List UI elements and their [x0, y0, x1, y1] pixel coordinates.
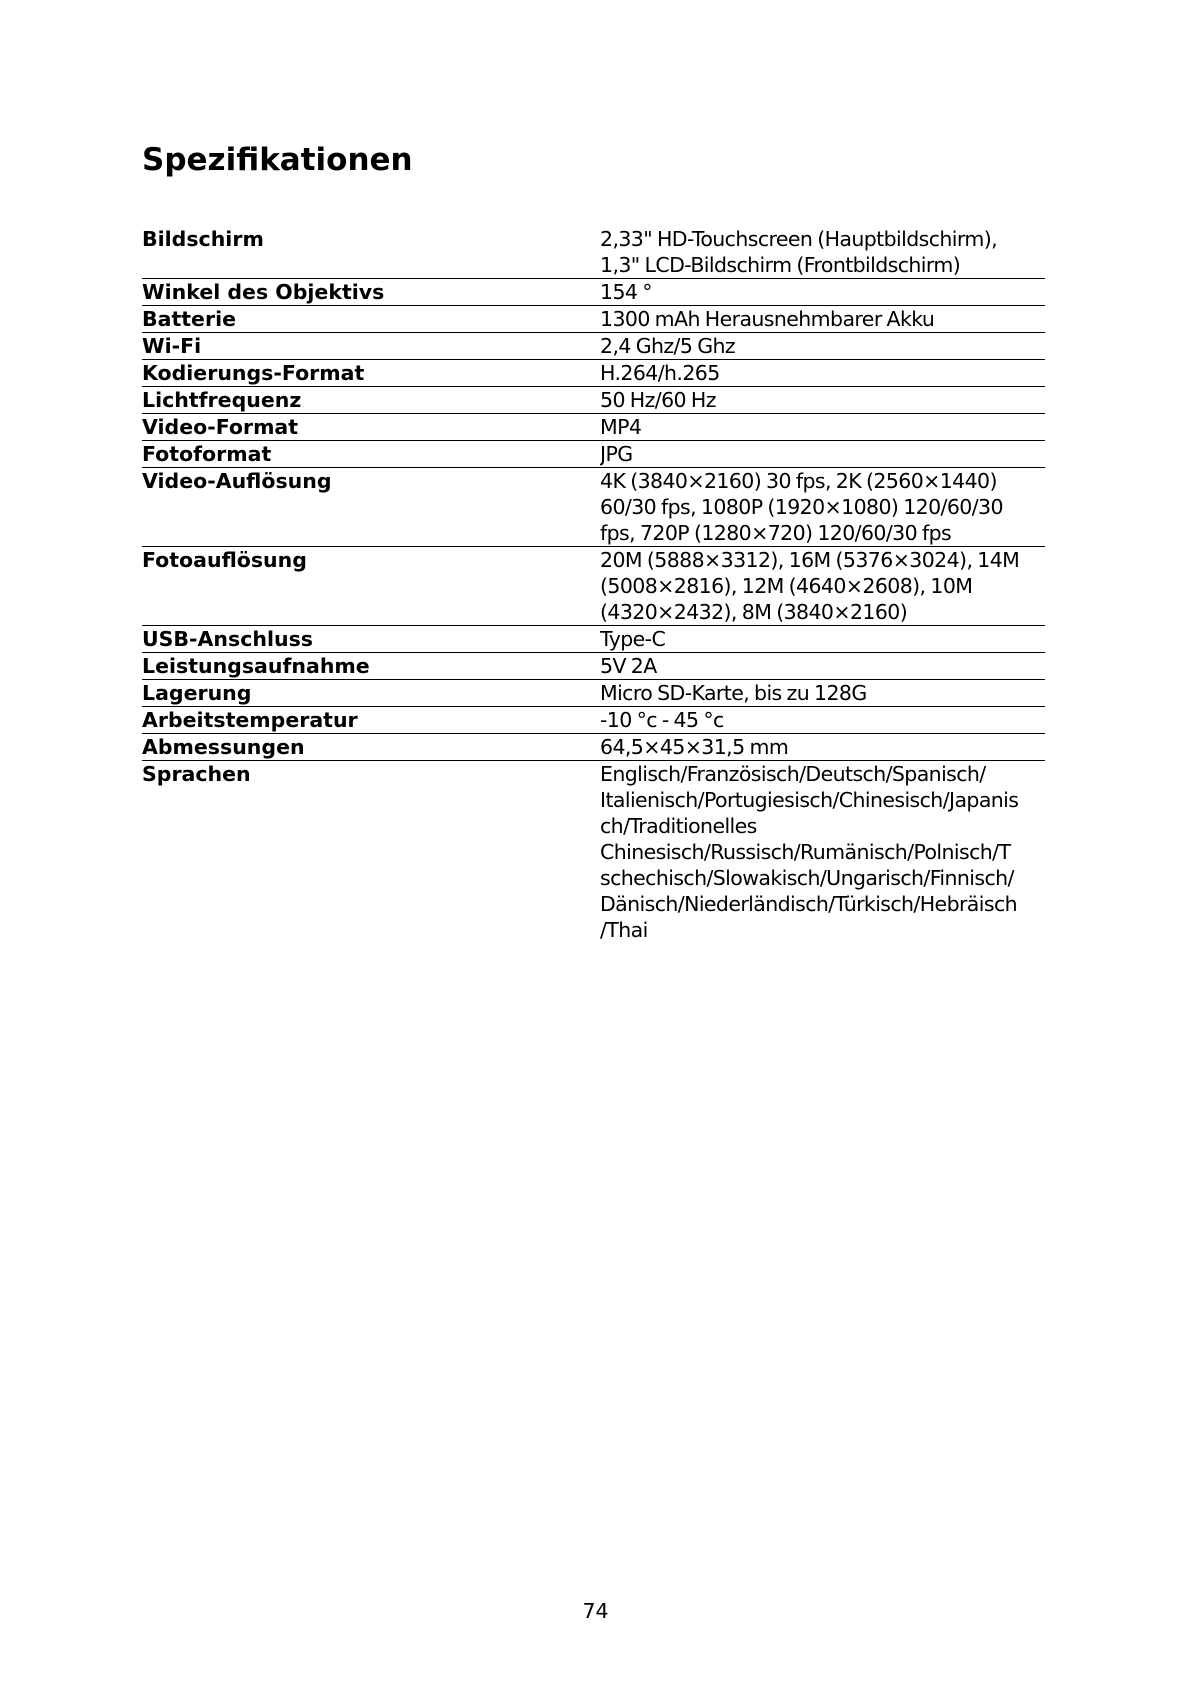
spec-value-line: (5008×2816), 12M (4640×2608), 10M: [600, 574, 973, 598]
spec-value-line: 2,4 Ghz/5 Ghz: [600, 334, 736, 358]
spec-value: [600, 306, 1045, 332]
spec-value: [600, 761, 1045, 943]
spec-row: [142, 761, 1045, 943]
spec-row: [142, 626, 1045, 653]
spec-value: [600, 333, 1045, 359]
spec-value: [600, 653, 1045, 679]
spec-value-line: MP4: [600, 415, 642, 439]
spec-row: [142, 333, 1045, 360]
spec-value-line: 2,33" HD-Touchscreen (Hauptbildschirm),: [600, 227, 998, 251]
spec-value-line: -10 °c - 45 °c: [600, 708, 724, 732]
spec-value-line: Chinesisch/Russisch/Rumänisch/Polnisch/T: [600, 840, 1011, 864]
spec-label: USB-Anschluss: [142, 627, 313, 651]
spec-label: Fotoauflösung: [142, 548, 307, 572]
spec-value: [600, 626, 1045, 652]
spec-row: [142, 707, 1045, 734]
spec-value: [600, 707, 1045, 733]
spec-value: [600, 360, 1045, 386]
spec-value: [600, 441, 1045, 467]
spec-value-line: /Thai: [600, 918, 648, 942]
spec-row: [142, 414, 1045, 441]
spec-value-line: JPG: [600, 442, 633, 466]
spec-label: Wi-Fi: [142, 334, 202, 358]
spec-label: Sprachen: [142, 762, 251, 786]
spec-value-line: Type-C: [600, 627, 666, 651]
spec-value: [600, 734, 1045, 760]
spec-row: [142, 547, 1045, 626]
spec-label: Lagerung: [142, 681, 252, 705]
spec-value-line: 20M (5888×3312), 16M (5376×3024), 14M: [600, 548, 1020, 572]
spec-value: [600, 414, 1045, 440]
spec-value-line: 1,3" LCD-Bildschirm (Frontbildschirm): [600, 253, 961, 277]
spec-value-line: 64,5×45×31,5 mm: [600, 735, 789, 759]
spec-row: [142, 226, 1045, 279]
spec-value-line: Englisch/Französisch/Deutsch/Spanisch/: [600, 762, 986, 786]
spec-row: [142, 279, 1045, 306]
spec-label: Batterie: [142, 307, 237, 331]
spec-value-line: Dänisch/Niederländisch/Türkisch/Hebräisch: [600, 892, 1018, 916]
spec-value-line: ch/Traditionelles: [600, 814, 757, 838]
spec-label: Bildschirm: [142, 227, 264, 251]
spec-row: [142, 734, 1045, 761]
spec-row: [142, 680, 1045, 707]
spec-row: [142, 387, 1045, 414]
spec-value: [600, 468, 1045, 546]
spec-value-line: H.264/h.265: [600, 361, 720, 385]
spec-row: [142, 360, 1045, 387]
spec-label: Leistungsaufnahme: [142, 654, 370, 678]
spec-value: [600, 387, 1045, 413]
spec-value-line: schechisch/Slowakisch/Ungarisch/Finnisch/: [600, 866, 1014, 890]
spec-value-line: Italienisch/Portugiesisch/Chinesisch/Japanis: [600, 788, 1019, 812]
spec-label: Winkel des Objektivs: [142, 280, 385, 304]
spec-value-line: 50 Hz/60 Hz: [600, 388, 716, 412]
spec-label: Fotoformat: [142, 442, 272, 466]
spec-value-line: 60/30 fps, 1080P (1920×1080) 120/60/30: [600, 495, 1003, 519]
spec-value-line: 1300 mAh Herausnehmbarer Akku: [600, 307, 935, 331]
spec-label: Arbeitstemperatur: [142, 708, 358, 732]
spec-value: [600, 680, 1045, 706]
spec-label: Video-Format: [142, 415, 299, 439]
spec-value-line: (4320×2432), 8M (3840×2160): [600, 600, 908, 624]
spec-row: [142, 306, 1045, 333]
spec-row: [142, 441, 1045, 468]
spec-row: [142, 468, 1045, 547]
spec-value-line: 154 °: [600, 280, 652, 304]
spec-value-line: fps, 720P (1280×720) 120/60/30 fps: [600, 521, 952, 545]
spec-value: [600, 279, 1045, 305]
spec-label: Video-Auflösung: [142, 469, 332, 493]
spec-label: Abmessungen: [142, 735, 305, 759]
page-number: 74: [582, 1599, 609, 1623]
spec-label: Lichtfrequenz: [142, 388, 302, 412]
spec-value-line: 4K (3840×2160) 30 fps, 2K (2560×1440): [600, 469, 997, 493]
spec-table: [142, 226, 1045, 943]
spec-value-line: Micro SD-Karte, bis zu 128G: [600, 681, 867, 705]
spec-label: Kodierungs-Format: [142, 361, 365, 385]
spec-value: [600, 547, 1045, 625]
spec-value: [600, 226, 1045, 278]
page-title: Spezifikationen: [142, 142, 413, 178]
spec-value-line: 5V 2A: [600, 654, 657, 678]
spec-row: [142, 653, 1045, 680]
